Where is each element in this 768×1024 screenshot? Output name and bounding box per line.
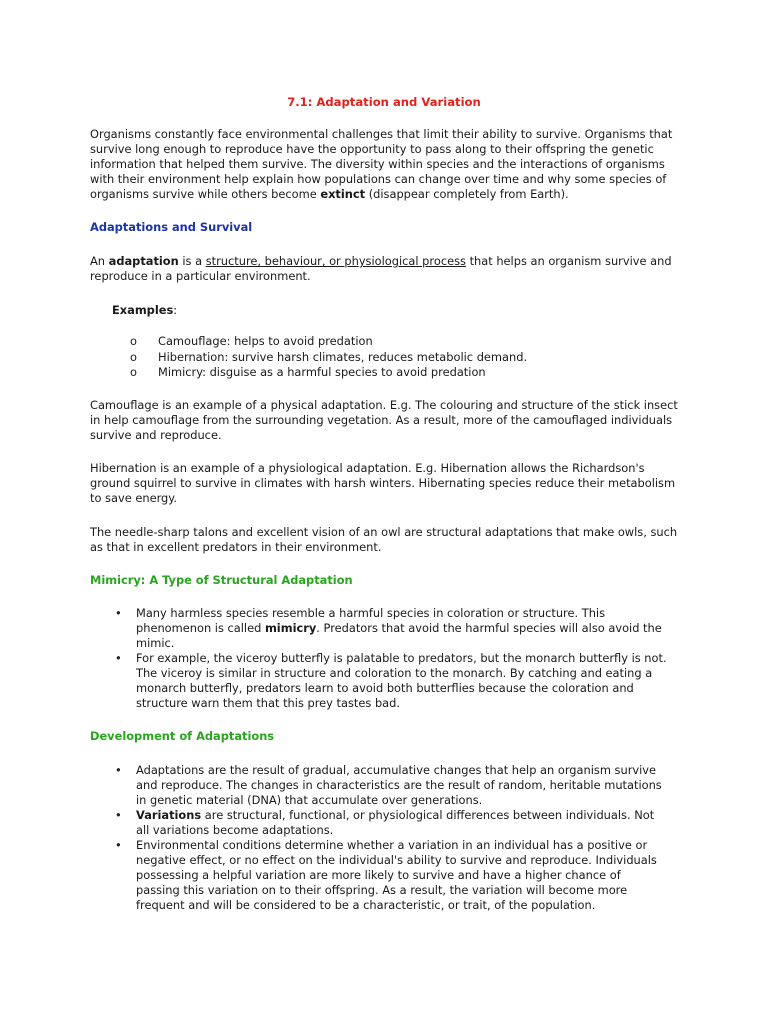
list-item bbox=[112, 763, 668, 808]
development-item-1-text: Adaptations are the result of gradual, accumulative changes that help an organism survive and reproduce. The changes in characteristics are the result of random, heritable mutations in genetic material (DNA) that accumulate over generations. bbox=[136, 763, 662, 807]
mimicry-item-2-text: For example, the viceroy butterfly is palatable to predators, but the monarch butterfly is not. The viceroy is similar in structure and coloration to the monarch. By catching and eating a monarch butterfly, predators learn to avoid both butterflies because the coloration and structure warn them that this prey tastes bad. bbox=[136, 651, 667, 710]
term-extinct: extinct bbox=[320, 187, 366, 201]
hibernation-paragraph: Hibernation is an example of a physiological adaptation. E.g. Hibernation allows the Richardson's ground squirrel to survive in climates with harsh winters. Hibernating species reduce their metabolism to save energy. bbox=[90, 461, 676, 505]
definition-underlined-phrase: structure, behaviour, or physiological process bbox=[205, 254, 466, 268]
intro-text-start: Organisms constantly face environmental challenges that limit their ability to survive. Organisms that survive long enough to reproduce have the opportunity to pass along to their offspring the genetic information that helped them survive. The diversity within species and the interactions of organisms with their environment help explain how populations can change over time and why some species of organisms survive while others become bbox=[90, 127, 673, 201]
example-hibernation: Hibernation: survive harsh climates, reduces metabolic demand. bbox=[158, 349, 528, 364]
list-item bbox=[112, 651, 668, 711]
list-marker: o bbox=[130, 349, 137, 364]
heading-development: Development of Adaptations bbox=[90, 729, 275, 743]
list-item bbox=[130, 365, 650, 381]
example-mimicry: Mimicry: disguise as a harmful species to avoid predation bbox=[158, 365, 486, 379]
bullet-marker: • bbox=[115, 763, 122, 777]
intro-paragraph bbox=[90, 127, 680, 202]
development-list bbox=[112, 763, 668, 913]
mimicry-item-1-text-a: Many harmless species resemble a harmful species in coloration or structure. This phenomenon is called bbox=[136, 606, 606, 635]
heading-adaptations-survival: Adaptations and Survival bbox=[90, 220, 253, 234]
heading-mimicry: Mimicry: A Type of Structural Adaptation bbox=[90, 573, 353, 587]
examples-label bbox=[112, 303, 177, 318]
page-title: 7.1: Adaptation and Variation bbox=[287, 95, 481, 109]
mimicry-list bbox=[112, 606, 668, 711]
list-marker: o bbox=[130, 365, 137, 379]
development-item-2-text: are structural, functional, or physiological differences between individuals. Not all variations become adaptations. bbox=[136, 808, 655, 837]
examples-colon: : bbox=[173, 303, 178, 317]
examples-label-text: Examples bbox=[112, 303, 174, 317]
list-item bbox=[112, 838, 668, 913]
bullet-marker: • bbox=[115, 651, 122, 665]
camouflage-paragraph: Camouflage is an example of a physical adaptation. E.g. The colouring and structure of the stick insect in help camouflage from the surrounding vegetation. As a result, more of the camouflaged individuals survive and reproduce. bbox=[90, 398, 678, 442]
mimicry-item-1-text-b: . Predators that avoid the harmful species will also avoid the mimic. bbox=[136, 621, 662, 650]
owl-paragraph: The needle-sharp talons and excellent vision of an owl are structural adaptations that make owls, such as that in excellent predators in their environment. bbox=[90, 525, 678, 554]
definition-text-c: that helps an organism survive and reproduce in a particular environment. bbox=[90, 254, 672, 283]
development-item-3-text: Environmental conditions determine whether a variation in an individual has a positive or negative effect, or no effect on the individual's ability to survive and reproduce. Individuals possessing a helpful variation are more likely to survive and have a higher chance of passing this variation on to their offspring. As a result, the variation will become more frequent and will be considered to be a characteristic, or trait, of the population. bbox=[136, 838, 657, 912]
intro-text-end: (disappear completely from Earth). bbox=[365, 187, 569, 201]
term-variations: Variations bbox=[136, 808, 202, 822]
bullet-marker: • bbox=[115, 606, 122, 620]
list-item bbox=[112, 606, 668, 651]
term-adaptation: adaptation bbox=[108, 254, 179, 268]
list-item bbox=[130, 350, 650, 366]
example-camouflage: Camouflage: helps to avoid predation bbox=[158, 334, 373, 348]
definition-text-b: is a bbox=[178, 254, 206, 268]
term-mimicry: mimicry bbox=[264, 621, 317, 635]
list-marker: o bbox=[130, 334, 137, 348]
definition-text-a: An bbox=[90, 254, 109, 268]
examples-list bbox=[130, 334, 650, 381]
list-item bbox=[112, 808, 668, 838]
list-item bbox=[130, 334, 650, 350]
adaptation-definition bbox=[90, 254, 680, 284]
bullet-marker: • bbox=[115, 808, 122, 822]
bullet-marker: • bbox=[115, 838, 122, 852]
